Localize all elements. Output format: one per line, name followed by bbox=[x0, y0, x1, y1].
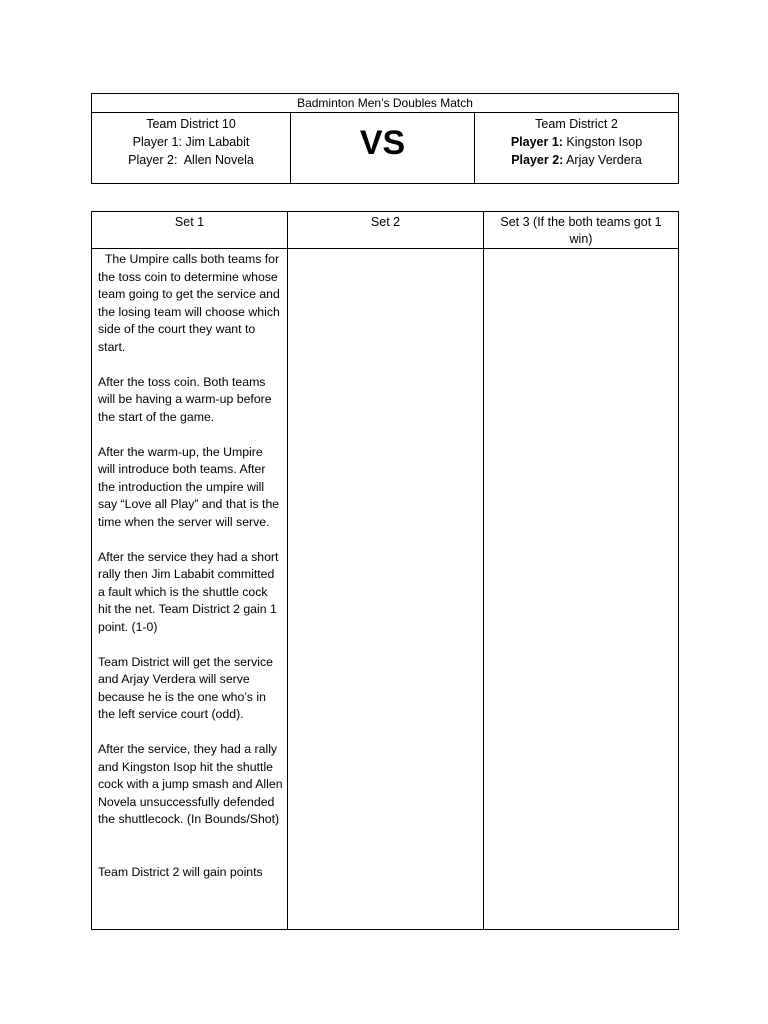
vs-label: VS bbox=[359, 124, 406, 162]
match-title: Badminton Men’s Doubles Match bbox=[297, 96, 473, 110]
vs-cell bbox=[291, 113, 475, 184]
match-title-cell bbox=[92, 94, 679, 113]
set1-paragraph: After the warm-up, the Umpire will introduce both teams. After the introduction the umpire will say “Love all Play” and that is the time when the server will serve. bbox=[98, 444, 280, 529]
team-left-player2: Player 2: Allen Novela bbox=[128, 153, 254, 167]
set1-notes-cell bbox=[92, 249, 288, 930]
set3-notes-cell bbox=[484, 249, 679, 930]
set2-header: Set 2 bbox=[288, 212, 484, 249]
team-left-cell bbox=[92, 113, 291, 184]
set2-notes-cell bbox=[288, 249, 484, 930]
set1-paragraph: Team District 2 will gain points bbox=[98, 864, 263, 879]
set1-paragraph: After the service, they had a rally and Kingston Isop hit the shuttle cock with a jump smash and Allen Novela unsuccessfully defended the shuttlecock. (In Bounds/Shot) bbox=[98, 742, 283, 826]
team-right-name: Team District 2 bbox=[535, 117, 618, 131]
team-right-cell bbox=[475, 113, 679, 184]
set1-paragraph: After the toss coin. Both teams will be having a warm-up before the start of the game. bbox=[98, 374, 272, 424]
team-right-player1: Player 1: Kingston Isop bbox=[510, 135, 643, 149]
match-header-table bbox=[91, 93, 679, 184]
set1-paragraph: After the service they had a short rally then Jim Lababit committed a fault which is the shuttle cock hit the net. Team District 2 gain 1 point. (1-0) bbox=[98, 549, 279, 634]
sets-table bbox=[91, 211, 679, 930]
team-right-player2: Player 2: Arjay Verdera bbox=[511, 153, 642, 167]
set3-header: Set 3 (If the both teams got 1 win) bbox=[484, 212, 679, 249]
team-left-name: Team District 10 bbox=[146, 117, 236, 131]
team-left-player1: Player 1: Jim Lababit bbox=[132, 135, 250, 149]
set1-paragraph: Team District will get the service and Arjay Verdera will serve because he is the one who’s in the left service court (odd). bbox=[98, 654, 273, 721]
set1-paragraph: The Umpire calls both teams for the toss coin to determine whose team going to get the service and the losing team will choose which side of the court they want to start. bbox=[98, 252, 284, 354]
set1-header: Set 1 bbox=[92, 212, 288, 249]
